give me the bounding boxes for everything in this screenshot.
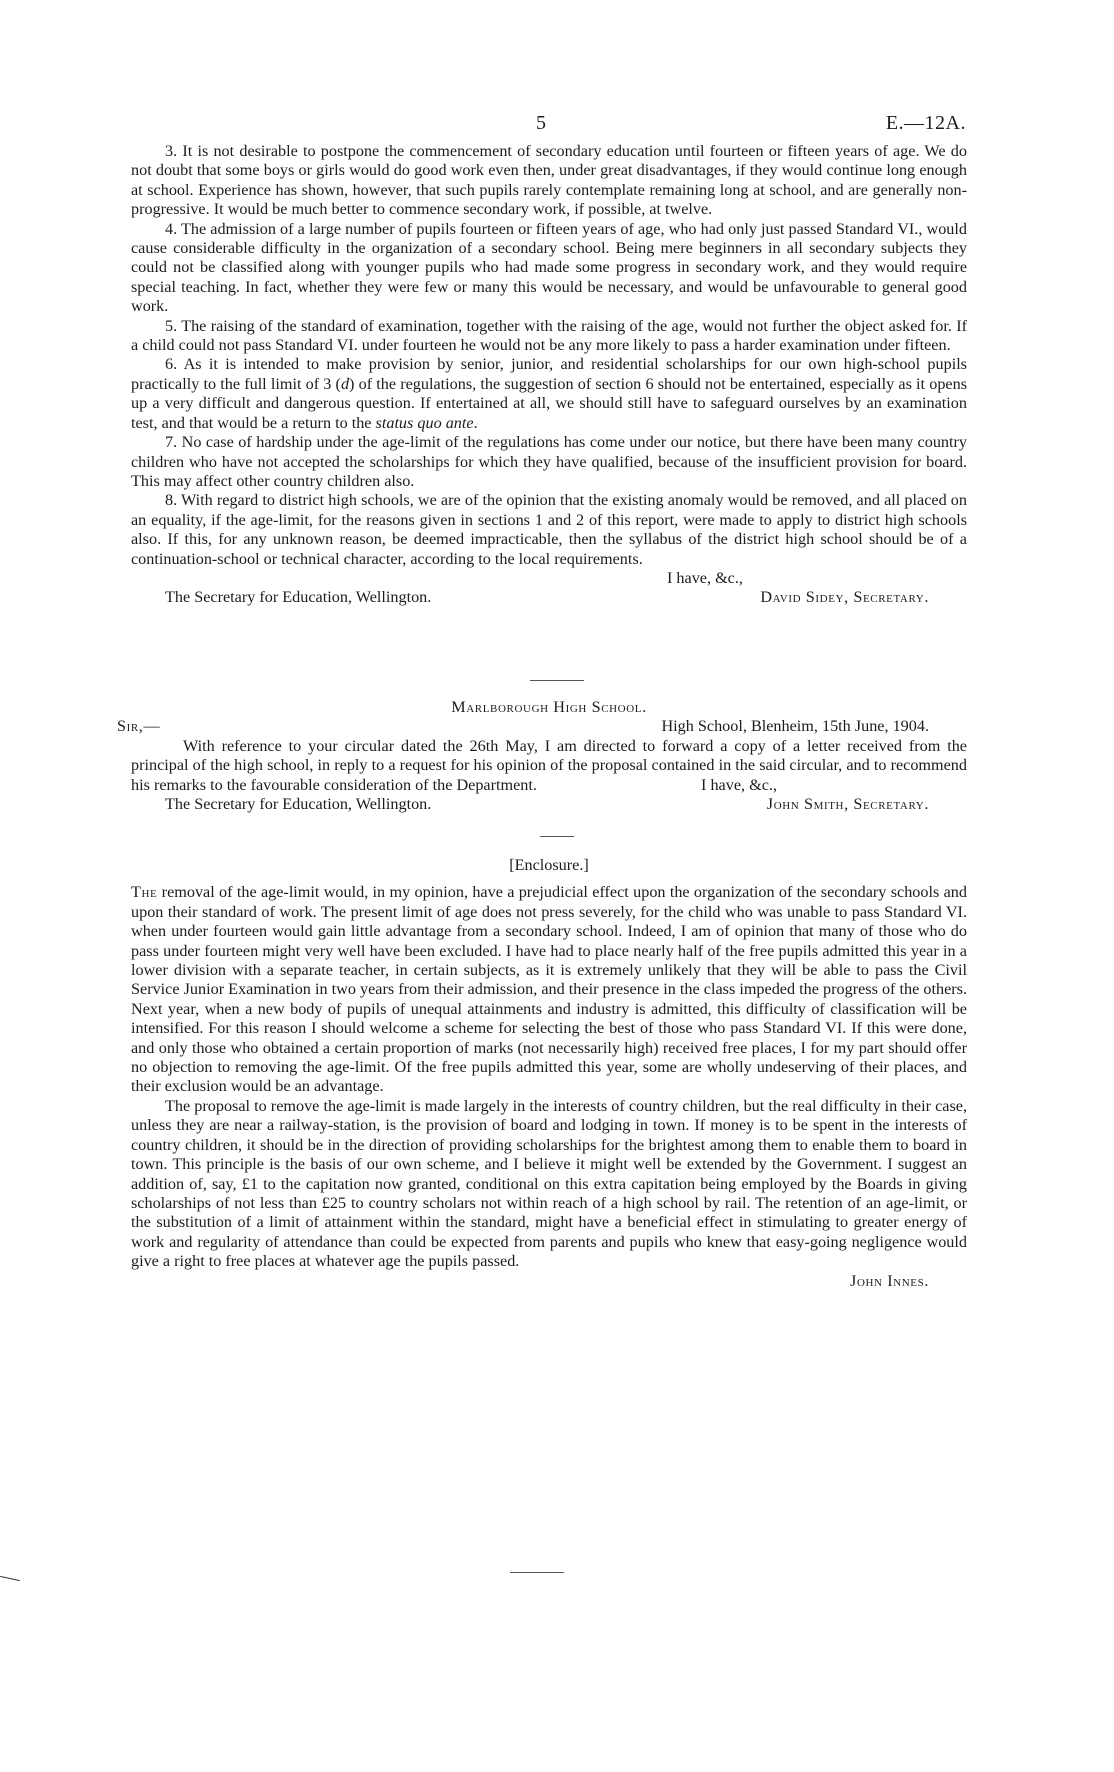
addressee: The Secretary for Education, Wellington. (165, 588, 432, 607)
signature-row-3 (131, 1272, 967, 1291)
paragraph-8: 8. With regard to district high schools, we are of the opinion that the existing anomaly would be removed, and all placed on an equality, if the age-limit, for the reasons given in sections 1 and 2 of this report, were made to apply to district high schools also. If this, for any unknown reason, be deemed impracticable, then the syllabus of the district high school should be of a continuation-school or technical character, according to the local requirements. (131, 491, 967, 568)
enclosure (131, 856, 967, 1291)
paragraph-6: 6. As it is intended to make provision by senior, junior, and residential scholarships for our own high-school pupils practically to the full limit of 3 (d) of the regulations, the suggestion of section 6 should not be entertained, especially as it opens up a very difficult and dangerous question. If entertained at all, we should still have to safeguard ourselves by an examination test, and that would be a return to the status quo ante. (131, 355, 967, 432)
place-date: High School, Blenheim, 15th June, 1904. (661, 717, 929, 736)
signature-sidey: David Sidey, Secretary. (760, 588, 929, 607)
salutation: Sir,— (117, 717, 161, 736)
marlborough-letter (117, 698, 967, 814)
signature-innes: John Innes. (850, 1271, 929, 1290)
paragraph-3: 3. It is not desirable to postpone the commencement of secondary education until fourteen or fifteen years of age. We do not doubt that some boys or girls would do good work even then, under great disadvantages, if they would continue long enough at school. Experience has shown, however, that such pupils rarely contemplate remaining long at school, and are generally non-progressive. It would be much better to commence secondary work, if possible, at twelve. (131, 142, 967, 219)
end-rule (510, 1572, 564, 1573)
section-divider (530, 680, 584, 681)
enclosure-paragraph-1: The removal of the age-limit would, in my opinion, have a prejudicial effect upon the organization of the secondary schools and upon their standard of work. The present limit of age does not press severely, for the child who was unable to pass Standard VI. when under fourteen would gain little advantage from a secondary school. Indeed, I am of opinion that many of those who do pass under fourteen might very well have been excluded. I have had to place nearly half of the free pupils admitted this year in a lower division with a separate teacher, in certain subjects, as it is extremely unlikely that they will be able to pass the Civil Service Junior Examination in two years from their admission, and their presence in the class impeded the progress of the others. Next year, when a new body of pupils of unequal attainments and industry is admitted, this difficulty of classification will be intensified. For this reason I should welcome a scheme for selecting the best of those who pass Standard VI. If this were done, and only those who obtained a certain proportion of marks (not necessarily high) received free places, I for my part should offer no objection to removing the age-limit. Of the free pupils admitted this year, some are wholly undeserving of their places, and their exclusion would be an advantage. (131, 883, 967, 1096)
page-number: 5 (536, 112, 546, 134)
paragraph-7: 7. No case of hardship under the age-limit of the regulations has come under our notice, but there have been many country children who have not accepted the scholarships for which they have qualified, because of the insufficient provision for board. This may affect other country children also. (131, 433, 967, 490)
signature-row (131, 588, 967, 607)
closing-formula: I have, &c., (667, 568, 743, 587)
signature-smith: John Smith, Secretary. (766, 795, 929, 814)
letter-body: With reference to your circular dated the 26th May, I am directed to forward a copy of a letter received from the principal of the high school, in reply to a request for his opinion of the proposal contained in the said circular, and to recommend his remarks to the favourable consideration of the Department. (131, 736, 967, 794)
enclosure-paragraph-2: The proposal to remove the age-limit is made largely in the interests of country children, but the real difficulty in their case, unless they are near a railway-station, is the provision of board and lodging in town. If money is to be spent in the interests of country children, it should be in the direction of providing scholarships for the brightest among them to enable them to board in town. This principle is the basis of our own scheme, and I believe it might well be extended by the Government. I suggest an addition of, say, £1 to the capitation now granted, conditional on this extra capitation being employed by the Boards in giving scholarships of not less than £25 to country scholars not within reach of a high school by rail. The retention of an age-limit, or the substitution of a limit of attainment within the standard, might have a beneficial effect in stimulating to greater energy of work and regularity of attendance than could be expected from parents and pupils who knew that easy-going negligence would give a right to free places at whatever age the pupils passed. (131, 1096, 967, 1271)
paragraph-5: 5. The raising of the standard of examination, together with the raising of the age, would not further the object asked for. If a child could not pass Standard VI. under fourteen he would not be any more likely to pass a harder examination under fifteen. (131, 316, 967, 355)
signature-row-2 (131, 795, 967, 814)
addressee-2: The Secretary for Education, Wellington. (165, 795, 432, 814)
salutation-row (117, 717, 967, 736)
document-reference: E.—12A. (885, 112, 966, 134)
report-body (131, 142, 967, 608)
scan-artifact (0, 1576, 20, 1581)
closing-formula-2: I have, &c., (701, 775, 777, 794)
closing-row-2 (131, 776, 967, 795)
status-quo-ante: status quo ante (375, 413, 474, 432)
enclosure-heading: [Enclosure.] (509, 856, 589, 874)
section-heading: Marlborough High School. (451, 698, 647, 716)
paragraph-4: 4. The admission of a large number of pupils fourteen or fifteen years of age, who had only just passed Standard VI., would cause considerable difficulty in the organization of a secondary school. Being mere beginners in all secondary subjects they could not be classified along with younger pupils who had made some progress in secondary work, and they would require special teaching. In fact, whether they were few or many this would be necessary, and would be unfavourable to general good work. (131, 219, 967, 316)
closing-row (131, 569, 967, 588)
section-divider-2 (540, 836, 574, 837)
page-header (0, 112, 1114, 138)
